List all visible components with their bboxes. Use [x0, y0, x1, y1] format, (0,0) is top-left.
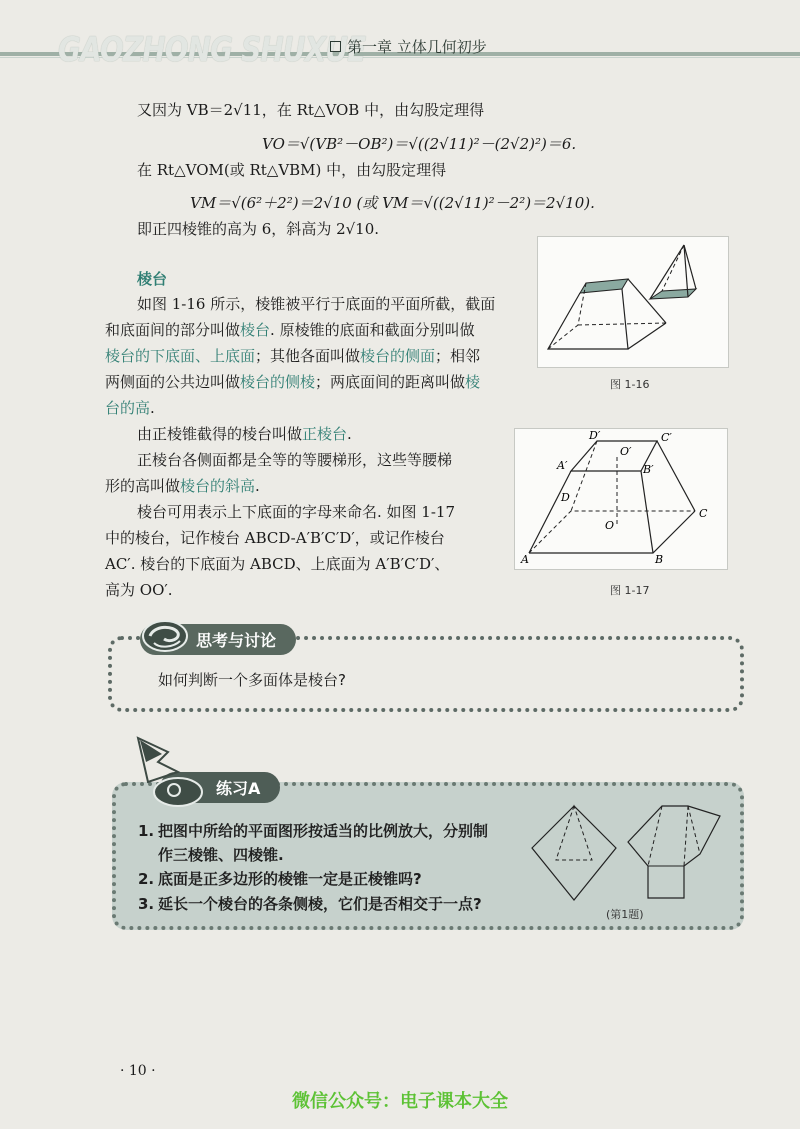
- exercise-q1-line-a: [138, 820, 488, 841]
- exercise-fig-caption: (第1题): [606, 908, 644, 921]
- chapter-title: [330, 36, 487, 57]
- frustum-bottom-right-edge: [628, 323, 666, 349]
- q2-text: 底面是正多边形的棱锥一定是正棱锥吗?: [158, 870, 422, 888]
- think-question: 如何判断一个多面体是棱台?: [158, 671, 346, 689]
- para1-line-e: [105, 398, 155, 418]
- para1-text: 和底面间的部分叫做: [105, 321, 241, 339]
- label-o: O: [605, 519, 615, 532]
- formula-vm: VM＝√(6²＋2²)＝2√10 (或 VM＝√((2√11)²－2²)＝2√10).: [190, 194, 595, 212]
- q3-text: 延长一个棱台的各条侧棱，它们是否相交于一点?: [158, 895, 482, 913]
- text-line-5: 即正四棱锥的高为 6，斜高为 2√10.: [137, 220, 380, 238]
- figure-1-16-caption: 图 1-16: [610, 378, 650, 391]
- term-height-end: 台的高: [105, 399, 151, 417]
- section-title: 棱台: [137, 270, 168, 288]
- figure-1-17-drawing: [515, 429, 727, 569]
- text-line-1: 又因为 VB＝2√11，在 Rt△VOB 中，由勾股定理得: [137, 101, 485, 119]
- chapter-marker-icon: [330, 41, 341, 52]
- para1-line-d: [105, 372, 480, 392]
- term-bases: 棱台的下底面、上底面: [105, 347, 256, 365]
- term-slant-height: 棱台的斜高: [180, 477, 256, 495]
- q3-number: 3.: [138, 895, 155, 913]
- label-c-prime: C′: [661, 431, 672, 444]
- term-regular-frustum: 正棱台: [302, 425, 348, 443]
- lateral-edge-dd: [571, 441, 597, 511]
- frustum-hidden-edge: [578, 323, 666, 325]
- figure-1-16: [537, 236, 729, 368]
- frustum-top-face: [580, 279, 628, 293]
- para4-line-c: AC′. 棱台的下底面为 ABCD、上底面为 A′B′C′D′、: [105, 555, 450, 573]
- think-discuss-title: 思考与讨论: [140, 624, 296, 655]
- figure-1-16-drawing: [538, 237, 728, 367]
- para3-text: 形的高叫做: [105, 477, 181, 495]
- para1-line-b: [105, 320, 475, 340]
- para1-text: .: [150, 399, 155, 417]
- term-frustum: 棱台: [240, 321, 271, 339]
- q2-number: 2.: [138, 870, 155, 888]
- label-d: D: [561, 491, 570, 504]
- triangle-net-folds: [556, 806, 592, 860]
- label-c: C: [699, 507, 708, 520]
- triangle-net-outline: [532, 806, 616, 900]
- lower-base-visible: [529, 511, 695, 553]
- para4-line-a: 棱台可用表示上下底面的字母来命名. 如图 1-17: [137, 503, 456, 521]
- exercise-q2: [138, 868, 422, 889]
- para1-line-c: [105, 346, 480, 366]
- exercise-q1-line-b: 作三棱锥、四棱锥.: [158, 846, 284, 864]
- para1-text: ；相邻: [435, 347, 481, 365]
- exercise-a-title: 练习A: [160, 772, 280, 803]
- para2-text: 由正棱锥截得的棱台叫做: [137, 425, 303, 443]
- lateral-edge-aa: [529, 471, 571, 553]
- term-lateral-face: 棱台的侧面: [360, 347, 436, 365]
- para3-line-b: [105, 476, 260, 496]
- para3-text: .: [255, 477, 260, 495]
- para1-text: ；其他各面叫做: [255, 347, 361, 365]
- para3-line-a: 正棱台各侧面都是全等的等腰梯形，这些等腰梯: [137, 451, 453, 469]
- page-number: · 10 ·: [120, 1063, 156, 1079]
- label-b-prime: B′: [643, 463, 654, 476]
- exercise-q3: [138, 893, 482, 914]
- q1-number: 1.: [138, 822, 155, 840]
- term-height-start: 棱: [465, 373, 481, 391]
- pyramid-base-face: [650, 289, 696, 299]
- label-d-prime: D′: [589, 429, 601, 442]
- frustum-right-edge: [628, 279, 666, 323]
- pyramid-hidden-edge: [662, 245, 684, 291]
- label-o-prime: O′: [620, 445, 632, 458]
- square-net-fold: [688, 806, 700, 854]
- exercise-nets-drawing: [528, 800, 728, 908]
- frustum-hidden-edge: [548, 325, 578, 349]
- para2-text: .: [347, 425, 352, 443]
- term-lateral-edge: 棱台的侧棱: [240, 373, 316, 391]
- figure-1-17: [514, 428, 728, 570]
- think-discuss-swirl-icon: [140, 617, 190, 655]
- para2-line: [137, 424, 352, 444]
- lateral-edge-cc: [657, 441, 695, 511]
- text-line-3: 在 Rt△VOM(或 Rt△VBM) 中，由勾股定理得: [137, 161, 447, 179]
- para1-line-a: 如图 1-16 所示，棱锥被平行于底面的平面所截，截面: [137, 295, 496, 313]
- footer-watermark: 微信公众号：电子课本大全: [292, 1091, 508, 1112]
- q1-text: 把图中所给的平面图形按适当的比例放大，分别制: [158, 822, 489, 840]
- label-a: A: [521, 553, 529, 566]
- figure-1-17-caption: 图 1-17: [610, 584, 650, 597]
- para1-text: . 原棱锥的底面和截面分别叫做: [270, 321, 475, 339]
- square-net-outline: [628, 806, 720, 898]
- chapter-title-text: 第一章 立体几何初步: [347, 38, 487, 56]
- header-logo: GAOZHONG SHUXUE: [58, 30, 366, 70]
- lateral-edge-bb: [641, 471, 653, 553]
- label-b: B: [655, 553, 664, 566]
- formula-vo: VO＝√(VB²－OB²)＝√((2√11)²－(2√2)²)＝6.: [262, 135, 577, 153]
- para1-text: 两侧面的公共边叫做: [105, 373, 241, 391]
- para1-text: ；两底面间的距离叫做: [315, 373, 466, 391]
- label-a-prime: A′: [557, 459, 568, 472]
- exercise-flag-icon: [128, 732, 208, 812]
- lower-base-hidden: [529, 511, 695, 553]
- para4-line-b: 中的棱台，记作棱台 ABCD-A′B′C′D′，或记作棱台: [105, 529, 445, 547]
- para4-line-d: 高为 OO′.: [105, 581, 173, 599]
